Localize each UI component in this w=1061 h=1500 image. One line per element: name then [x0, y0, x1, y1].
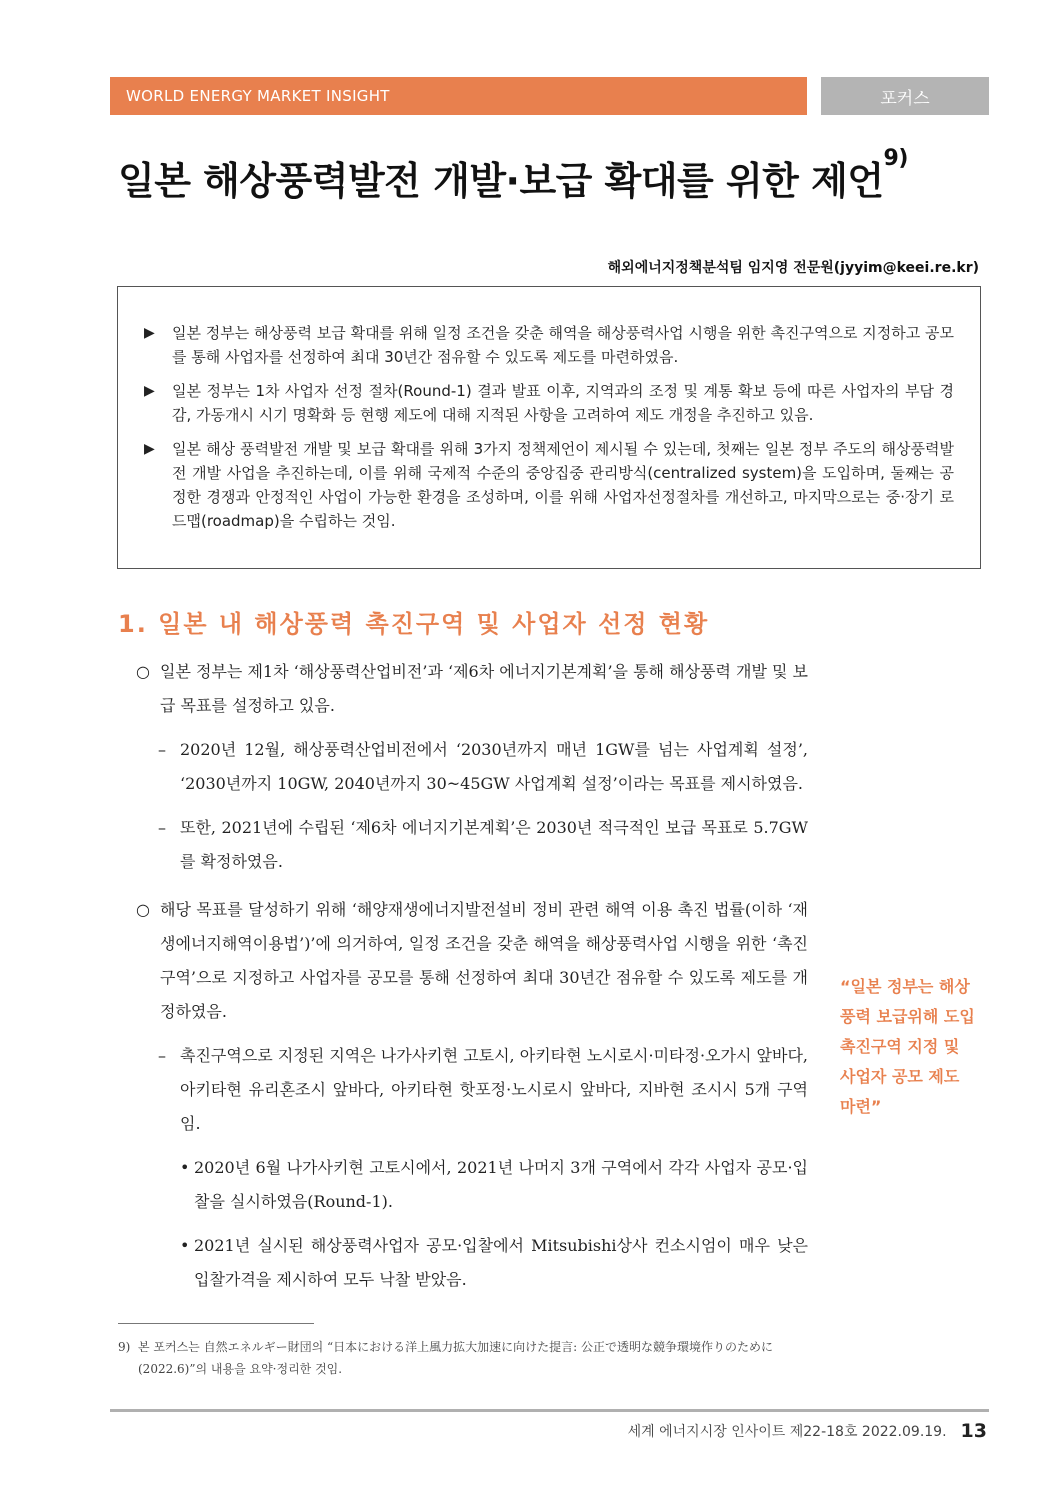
summary-item — [144, 437, 954, 533]
page-title — [118, 146, 908, 205]
pull-quote: “일본 정부는 해상풍력 보급위해 도입 촉진구역 지정 및 사업자 공모 제도 마련” — [840, 977, 975, 1116]
paragraph-text: 또한, 2021년에 수립된 ‘제6차 에너지기본계획’은 2030년 적극적인 보급 목표로 5.7GW를 확정하였음. — [180, 818, 808, 871]
paragraph-text: 해당 목표를 달성하기 위해 ‘해양재생에너지발전설비 정비 관련 해역 이용 촉진 법률(이하 ‘재생에너지해역이용법’)’에 의거하여, 일정 조건을 갖춘 해역을 해상풍력사업 시행을 위한 ‘촉진구역’으로 지정하고 사업자를 공모를 통해 선정하여 최대 30년간 점유할 수 있도록 제도를 개정하였음. — [160, 900, 808, 1021]
triangle-bullet-icon: ▶ — [144, 441, 155, 457]
footnote-divider — [118, 1323, 314, 1324]
dot-bullet-icon: • — [180, 1236, 190, 1255]
footer-divider — [110, 1409, 989, 1412]
dash-bullet-icon: – — [158, 740, 166, 759]
header-section-tag — [821, 77, 989, 115]
paragraph — [136, 893, 808, 1029]
footer-publication: 세계 에너지시장 인사이트 제22-18호 2022.09.19. — [627, 1424, 947, 1440]
dot-bullet-icon: • — [180, 1158, 190, 1177]
section-heading: 1. 일본 내 해상풍력 촉진구역 및 사업자 선정 현황 — [118, 610, 710, 638]
author-line: 해외에너지정책분석팀 임지영 전문원(jyyim@keei.re.kr) — [607, 260, 979, 276]
paragraph-text: 2020년 6월 나가사키현 고토시에서, 2021년 나머지 3개 구역에서 각각 사업자 공모·입찰을 실시하였음(Round-1). — [194, 1158, 808, 1211]
summary-item-text: 일본 해상 풍력발전 개발 및 보급 확대를 위해 3가지 정책제언이 제시될 수 있는데, 첫째는 일본 정부 주도의 해상풍력발전 개발 사업을 추진하는데, 이를 위해 국제적 수준의 중앙집중 관리방식(centralized system)을 도입하며, 둘째는 공정한 경쟁과 안정적인 사업이 가능한 환경을 조성하며, 이를 위해 사업자선정절차를 개선하고, 마지막으로는 중·장기 로드맵(roadmap)을 수립하는 것임. — [172, 440, 954, 530]
footnote-text: 본 포커스는 自然エネルギー財団의 “日本における洋上風力拡大加速に向けた提言: 公正で透明な競争環境作りのために(2022.6)”의 내용을 요약·정리한 것임. — [138, 1340, 773, 1376]
paragraph-text: 2020년 12월, 해상풍력산업비전에서 ‘2030년까지 매년 1GW를 넘는 사업계획 설정’, ‘2030년까지 10GW, 2040년까지 30~45GW 사업계획 설정’이라는 목표를 제시하였음. — [180, 740, 808, 793]
page-title-text: 일본 해상풍력발전 개발·보급 확대를 위한 제언 — [118, 159, 884, 203]
sub-paragraph — [158, 733, 808, 801]
sub-sub-paragraph — [180, 1229, 808, 1297]
header-series-label: WORLD ENERGY MARKET INSIGHT — [126, 87, 390, 105]
paragraph-text: 일본 정부는 제1차 ‘해상풍력산업비전’과 ‘제6차 에너지기본계획’을 통해 해상풍력 개발 및 보급 목표를 설정하고 있음. — [160, 662, 808, 715]
summary-item-text: 일본 정부는 1차 사업자 선정 절차(Round-1) 결과 발표 이후, 지역과의 조정 및 계통 확보 등에 따른 사업자의 부담 경감, 가동개시 시기 명확화 등 현행 제도에 대해 지적된 사항을 고려하여 제도 개정을 추진하고 있음. — [172, 382, 954, 424]
summary-box — [117, 286, 981, 569]
footnote-marker: 9) — [118, 1340, 131, 1354]
paragraph — [136, 655, 808, 723]
triangle-bullet-icon: ▶ — [144, 325, 155, 341]
circle-bullet-icon: ○ — [136, 900, 150, 919]
summary-item-text: 일본 정부는 해상풍력 보급 확대를 위해 일정 조건을 갖춘 해역을 해상풍력사업 시행을 위한 촉진구역으로 지정하고 공모를 통해 사업자를 선정하여 최대 30년간 점유할 수 있도록 제도를 마련하였음. — [172, 324, 954, 366]
summary-item — [144, 379, 954, 427]
summary-item — [144, 321, 954, 369]
footnote — [118, 1336, 818, 1380]
page-number: 13 — [960, 1420, 987, 1442]
sub-sub-paragraph — [180, 1151, 808, 1219]
paragraph-text: 촉진구역으로 지정된 지역은 나가사키현 고토시, 아키타현 노시로시·미타정·오가시 앞바다, 아키타현 유리혼조시 앞바다, 아키타현 핫포정·노시로시 앞바다, 지바현 조시시 5개 구역임. — [180, 1046, 808, 1133]
sub-paragraph — [158, 811, 808, 879]
page-footer — [628, 1420, 987, 1442]
header-series-bar — [110, 77, 807, 115]
dash-bullet-icon: – — [158, 1046, 166, 1065]
dash-bullet-icon: – — [158, 818, 166, 837]
section-tag-label: 포커스 — [880, 88, 930, 109]
triangle-bullet-icon: ▶ — [144, 383, 155, 399]
paragraph-text: 2021년 실시된 해상풍력사업자 공모·입찰에서 Mitsubishi상사 컨소시엄이 매우 낮은 입찰가격을 제시하여 모두 낙찰 받았음. — [194, 1236, 808, 1289]
title-footnote-ref[interactable]: 9) — [883, 146, 908, 171]
circle-bullet-icon: ○ — [136, 662, 150, 681]
sub-paragraph — [158, 1039, 808, 1141]
section-body — [136, 655, 808, 1307]
